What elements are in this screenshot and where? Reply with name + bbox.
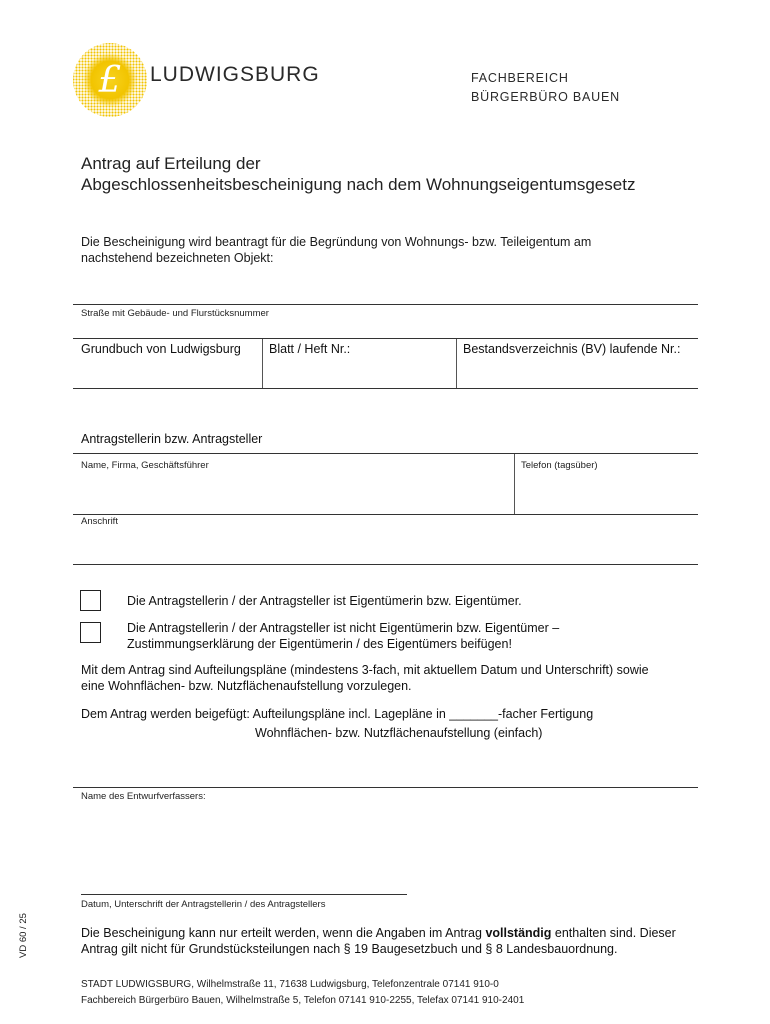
- bestand-label: Bestandsverzeichnis (BV) laufende Nr.:: [463, 342, 681, 356]
- logo-wordmark: LUDWIGSBURG: [150, 63, 320, 86]
- grundbuch-label: Grundbuch von Ludwigsburg: [81, 342, 241, 356]
- completeness-note: Die Bescheinigung kann nur erteilt werden, wenn die Angaben im Antrag vollständig enthalten sind. Dieser Antrag gilt nicht für Grundstücksteilungen nach § 19 Baugesetzbuch und § 8 Landesbauordnung.: [81, 926, 676, 956]
- form-code: VD 60 / 25: [18, 913, 29, 958]
- divider: [73, 388, 698, 389]
- grundbuch-input[interactable]: [73, 358, 261, 388]
- street-input[interactable]: [73, 318, 698, 338]
- department-name: FACHBEREICH BÜRGERBÜRO BAUEN: [471, 71, 620, 104]
- svg-text:£: £: [98, 60, 122, 101]
- not-owner-checkbox[interactable]: [80, 622, 101, 643]
- divider: [73, 304, 698, 305]
- blatt-label: Blatt / Heft Nr.:: [269, 342, 351, 356]
- divider: [73, 514, 698, 515]
- address-input[interactable]: [73, 528, 698, 564]
- bestand-input[interactable]: [457, 358, 698, 388]
- footer-address: STADT LUDWIGSBURG, Wilhelmstraße 11, 71638 Ludwigsburg, Telefonzentrale 07141 910-0 Fachbereich Bürgerbüro Bauen, Wilhelmstraße 5, Telefon 07141 910-2255, Telefax 07141 910-2401: [81, 979, 525, 1006]
- signature-input[interactable]: [81, 860, 407, 894]
- name-input[interactable]: [73, 474, 513, 514]
- applicant-heading: Antragstellerin bzw. Antragsteller: [81, 432, 263, 446]
- city-logo-icon: [72, 42, 148, 118]
- address-label: Anschrift: [81, 516, 118, 527]
- divider: [73, 787, 698, 788]
- phone-input[interactable]: [515, 474, 698, 514]
- copies-count-input[interactable]: [457, 706, 505, 722]
- owner-checkbox-label: Die Antragstellerin / der Antragsteller ist Eigentümerin bzw. Eigentümer.: [127, 594, 522, 608]
- signature-line: [81, 894, 407, 895]
- owner-checkbox[interactable]: [80, 590, 101, 611]
- attachments-area-line: Wohnflächen- bzw. Nutzflächenaufstellung (einfach): [255, 726, 543, 740]
- plans-instructions: Mit dem Antrag sind Aufteilungspläne (mindestens 3-fach, mit aktuellem Datum und Unterschrift) sowie eine Wohnflächen- bzw. Nutzflächenaufstellung vorzulegen.: [81, 663, 649, 693]
- signature-label: Datum, Unterschrift der Antragstellerin / des Antragstellers: [81, 899, 326, 910]
- divider: [73, 564, 698, 565]
- attachments-line: Dem Antrag werden beigefügt: Aufteilungspläne incl. Lagepläne in _______-facher Fertigung: [81, 707, 594, 721]
- form-title: Antrag auf Erteilung der Abgeschlossenheitsbescheinigung nach dem Wohnungseigentumsgesetz: [81, 154, 636, 194]
- designer-label: Name des Entwurfverfassers:: [81, 791, 206, 802]
- intro-text: Die Bescheinigung wird beantragt für die Begründung von Wohnungs- bzw. Teileigentum am nachstehend bezeichneten Objekt:: [81, 235, 592, 265]
- divider: [73, 453, 698, 454]
- name-label: Name, Firma, Geschäftsführer: [81, 460, 209, 471]
- not-owner-checkbox-label: Die Antragstellerin / der Antragsteller ist nicht Eigentümerin bzw. Eigentümer – Zustimmungserklärung der Eigentümerin / des Eigentümers beifügen!: [127, 621, 560, 651]
- phone-label: Telefon (tagsüber): [521, 460, 598, 471]
- street-label: Straße mit Gebäude- und Flurstücksnummer: [81, 308, 269, 319]
- divider: [73, 338, 698, 339]
- blatt-input[interactable]: [263, 358, 455, 388]
- designer-input[interactable]: [73, 760, 698, 787]
